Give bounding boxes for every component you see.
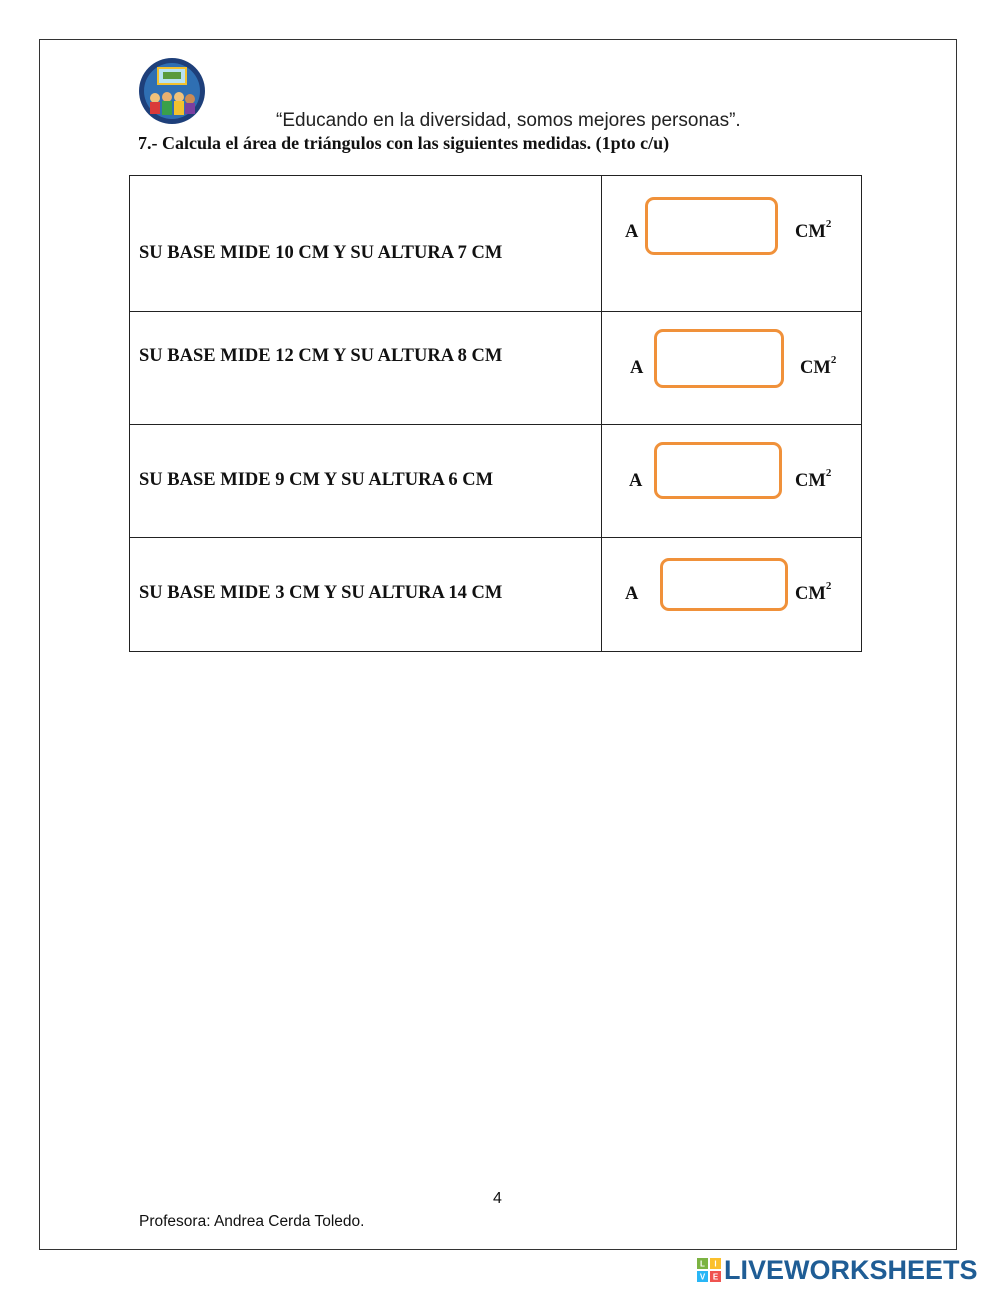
area-label: A (625, 584, 639, 604)
column-divider (601, 312, 602, 424)
area-label: A (625, 222, 639, 242)
svg-text:I: I (714, 1259, 717, 1269)
school-logo (138, 57, 206, 125)
liveworksheets-brand[interactable] (697, 1255, 978, 1285)
column-divider (601, 176, 602, 311)
unit-label (795, 580, 832, 605)
liveworksheets-logo-icon (697, 1258, 721, 1282)
unit-label (795, 218, 832, 243)
question-text: SU BASE MIDE 12 CM Y SU ALTURA 8 CM (139, 346, 503, 366)
table-row (130, 176, 861, 312)
svg-text:E: E (712, 1272, 719, 1282)
unit-exponent: 2 (825, 580, 832, 592)
table-row (130, 425, 861, 538)
table-row (130, 312, 861, 425)
page-number: 4 (493, 1190, 502, 1207)
unit-text: CM (795, 222, 826, 243)
unit-text: CM (800, 358, 831, 379)
answer-input[interactable] (654, 442, 782, 499)
answer-input[interactable] (654, 329, 784, 388)
column-divider (601, 538, 602, 651)
answer-input[interactable] (645, 197, 778, 255)
area-label: A (630, 358, 644, 378)
question-text: SU BASE MIDE 10 CM Y SU ALTURA 7 CM (139, 243, 503, 263)
column-divider (601, 425, 602, 537)
svg-text:V: V (699, 1272, 706, 1282)
unit-text: CM (795, 471, 826, 492)
brand-name: LIVEWORKSHEETS (724, 1254, 978, 1285)
school-motto: “Educando en la diversidad, somos mejores personas”. (276, 110, 741, 131)
unit-exponent: 2 (825, 218, 832, 230)
unit-text: CM (795, 584, 826, 605)
question-text: SU BASE MIDE 3 CM Y SU ALTURA 14 CM (139, 583, 503, 603)
unit-label (800, 354, 837, 379)
unit-label (795, 467, 832, 492)
svg-text:L: L (700, 1259, 705, 1269)
answer-input[interactable] (660, 558, 788, 611)
exercise-instruction: 7.- Calcula el área de triángulos con las siguientes medidas. (1pto c/u) (138, 133, 670, 153)
area-label: A (629, 471, 643, 491)
teacher-name: Profesora: Andrea Cerda Toledo. (139, 1213, 365, 1230)
exercise-table (129, 175, 862, 652)
question-text: SU BASE MIDE 9 CM Y SU ALTURA 6 CM (139, 470, 494, 490)
unit-exponent: 2 (825, 467, 832, 479)
unit-exponent: 2 (830, 354, 837, 366)
table-row (130, 538, 861, 651)
